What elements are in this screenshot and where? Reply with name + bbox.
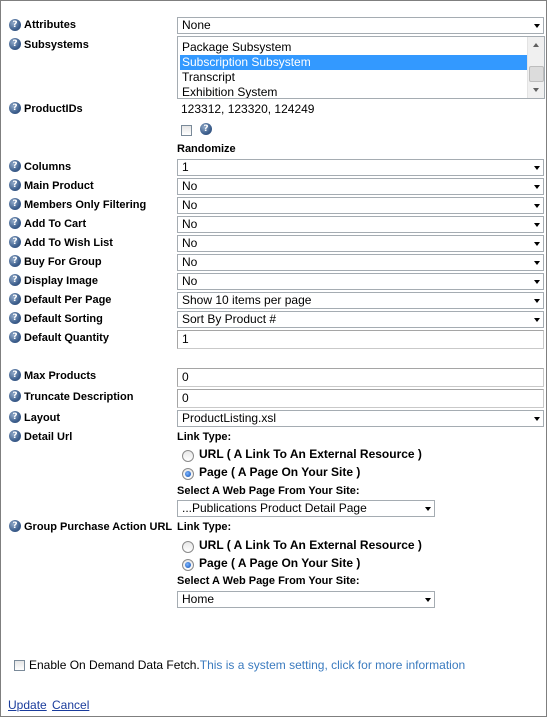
listbox-scrollbar[interactable] [527,37,544,98]
chevron-down-icon [534,24,540,28]
detail-url-page-option[interactable]: Page ( A Page On Your Site ) [199,465,361,479]
chevron-down-icon [425,598,431,602]
columns-value: 1 [182,160,189,174]
add-to-cart-select[interactable] [177,216,544,233]
main-product-label: Main Product [24,180,94,192]
help-icon[interactable]: ? [9,236,21,248]
list-item[interactable]: Transcript [182,70,235,84]
chevron-down-icon [534,318,540,322]
help-icon[interactable]: ? [9,274,21,286]
max-products-input[interactable] [177,368,544,387]
default-per-page-value: Show 10 items per page [182,293,312,307]
on-demand-label: Enable On Demand Data Fetch. [29,658,200,672]
members-only-filtering-label: Members Only Filtering [24,199,147,211]
help-icon[interactable]: ? [9,198,21,210]
chevron-down-icon [534,185,540,189]
add-to-wish-list-select[interactable] [177,235,544,252]
group-purchase-select-page-label: Select A Web Page From Your Site: [177,575,360,587]
chevron-down-icon [425,507,431,511]
attributes-label: Attributes [24,19,76,31]
detail-url-page-radio[interactable] [182,468,194,480]
attributes-value: None [182,18,211,32]
detail-url-page-select[interactable] [177,500,435,517]
chevron-down-icon [534,299,540,303]
detail-url-link-type-label: Link Type: [177,431,232,443]
truncate-description-input[interactable] [177,389,544,408]
randomize-checkbox[interactable] [181,125,192,136]
add-to-cart-label: Add To Cart [24,218,87,230]
list-item-selected[interactable]: Subscription Subsystem [180,55,528,70]
members-only-filtering-select[interactable] [177,197,544,214]
default-sorting-select[interactable] [177,311,544,328]
help-icon[interactable]: ? [9,38,21,50]
chevron-down-icon [534,417,540,421]
layout-select[interactable] [177,410,544,427]
add-to-cart-value: No [182,217,198,231]
group-purchase-page-radio[interactable] [182,559,194,571]
productids-value: 123312, 123320, 124249 [181,102,315,116]
columns-select[interactable] [177,159,544,176]
group-purchase-page-option[interactable]: Page ( A Page On Your Site ) [199,556,361,570]
max-products-label: Max Products [24,370,97,382]
buy-for-group-value: No [182,255,198,269]
chevron-down-icon [534,242,540,246]
chevron-down-icon [534,261,540,265]
help-icon[interactable]: ? [200,123,212,135]
help-icon[interactable]: ? [9,102,21,114]
max-products-value: 0 [182,370,189,384]
productids-label: ProductIDs [24,103,83,115]
add-to-wish-list-value: No [182,236,198,250]
members-only-filtering-value: No [182,198,198,212]
main-product-value: No [182,179,198,193]
layout-label: Layout [24,412,61,424]
display-image-label: Display Image [24,275,98,287]
help-icon[interactable]: ? [9,160,21,172]
layout-value: ProductListing.xsl [182,411,277,425]
detail-url-select-page-label: Select A Web Page From Your Site: [177,485,360,497]
randomize-label: Randomize [177,143,236,155]
chevron-down-icon [534,166,540,170]
help-icon[interactable]: ? [9,293,21,305]
group-purchase-url-option[interactable]: URL ( A Link To An External Resource ) [199,538,422,552]
display-image-select[interactable] [177,273,544,290]
chevron-up-icon [533,43,539,47]
detail-url-page-value: ...Publications Product Detail Page [182,501,367,515]
group-purchase-label: Group Purchase Action URL [24,521,173,533]
chevron-down-icon [534,204,540,208]
default-sorting-label: Default Sorting [24,313,103,325]
list-item[interactable]: Exhibition System [182,85,278,99]
default-per-page-select[interactable] [177,292,544,309]
group-purchase-page-select[interactable] [177,591,435,608]
help-icon[interactable]: ? [9,331,21,343]
chevron-down-icon [534,280,540,284]
subsystems-label: Subsystems [24,39,89,51]
detail-url-label: Detail Url [24,431,73,443]
default-per-page-label: Default Per Page [24,294,112,306]
help-icon[interactable]: ? [9,369,21,381]
columns-label: Columns [24,161,72,173]
truncate-description-label: Truncate Description [24,391,134,403]
help-icon[interactable]: ? [9,217,21,229]
default-quantity-input[interactable] [177,330,544,349]
buy-for-group-select[interactable] [177,254,544,271]
attributes-select[interactable] [177,17,544,34]
help-icon[interactable]: ? [9,430,21,442]
help-icon[interactable]: ? [9,411,21,423]
on-demand-checkbox[interactable] [14,660,25,671]
default-sorting-value: Sort By Product # [182,312,277,326]
group-purchase-link-type-label: Link Type: [177,521,232,533]
default-quantity-value: 1 [182,332,189,346]
add-to-wish-list-label: Add To Wish List [24,237,113,249]
productids-input[interactable] [177,101,544,120]
list-item[interactable]: Package Subsystem [182,40,292,54]
detail-url-url-option[interactable]: URL ( A Link To An External Resource ) [199,447,422,461]
on-demand-text [29,658,465,672]
chevron-down-icon [533,88,539,92]
help-icon[interactable]: ? [9,312,21,324]
truncate-description-value: 0 [182,391,189,405]
help-icon[interactable]: ? [9,179,21,191]
update-link[interactable]: Update [8,698,47,712]
scroll-down-button[interactable] [529,83,543,97]
detail-url-url-radio[interactable] [182,450,194,462]
subsystems-listbox[interactable] [177,36,545,99]
group-purchase-url-radio[interactable] [182,541,194,553]
display-image-value: No [182,274,198,288]
scrollbar-thumb[interactable] [529,66,544,82]
default-quantity-label: Default Quantity [24,332,109,344]
group-purchase-page-value: Home [182,592,215,606]
scroll-up-button[interactable] [529,38,543,52]
on-demand-info-link[interactable]: This is a system setting, click for more information [199,658,466,672]
help-icon[interactable]: ? [9,255,21,267]
chevron-down-icon [534,223,540,227]
buy-for-group-label: Buy For Group [24,256,102,268]
cancel-link[interactable]: Cancel [52,698,90,712]
help-icon[interactable]: ? [9,19,21,31]
help-icon[interactable]: ? [9,520,21,532]
main-product-select[interactable] [177,178,544,195]
help-icon[interactable]: ? [9,390,21,402]
